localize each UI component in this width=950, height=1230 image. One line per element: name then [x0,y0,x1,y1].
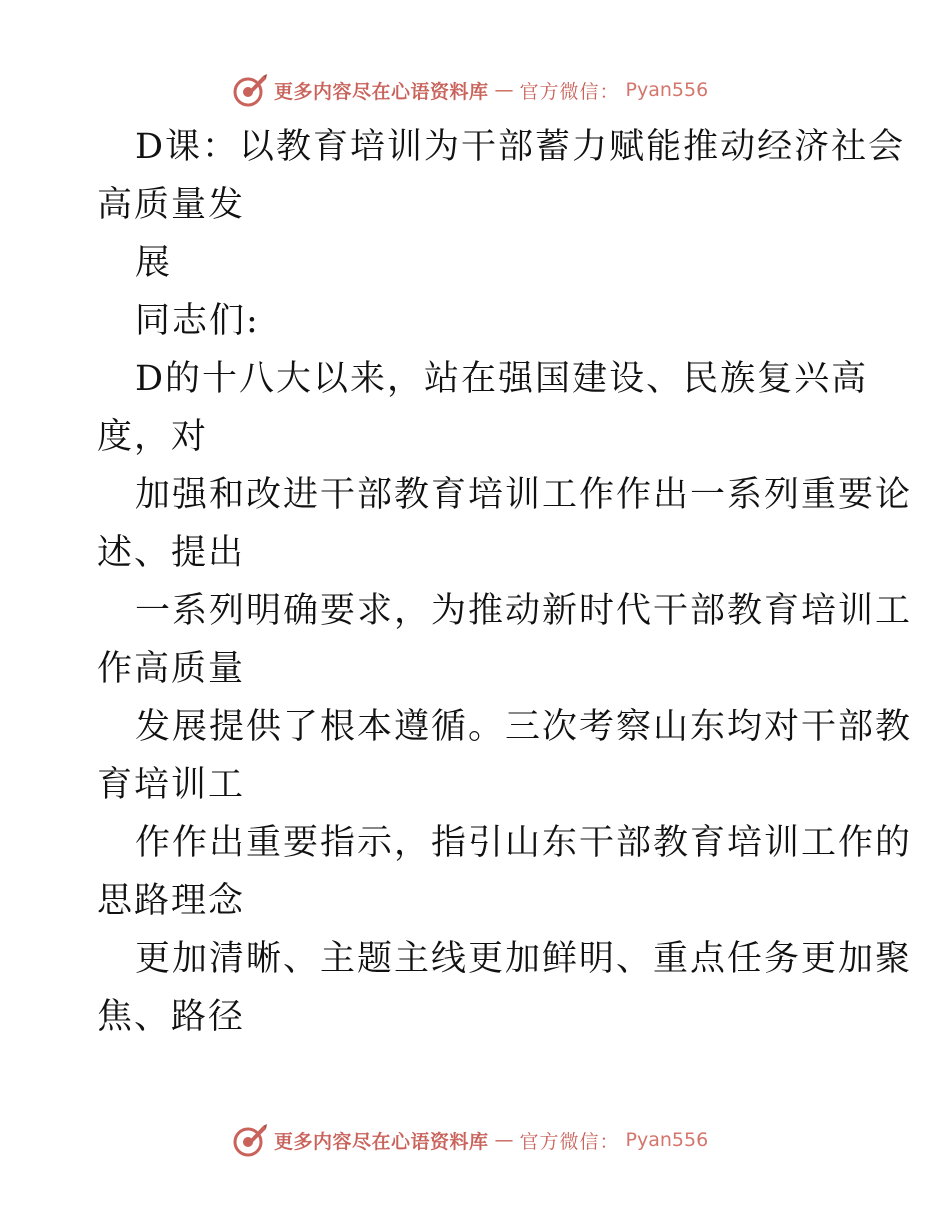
body-line: 述、提出 [97,533,246,573]
body-line: 思路理念 [97,881,246,921]
watermark-id: Pyan556 [625,1129,709,1151]
title-line-3: 展 [135,243,173,283]
watermark-label: 官方微信： [519,80,620,103]
body-line: 发展提供了根本遵循。三次考察山东均对干部教 [135,707,913,747]
title-line-2: 高质量发 [97,185,246,225]
body-line: 更加清晰、主题主线更加鲜明、重点任务更加聚 [135,939,913,979]
watermark-footer [232,1120,708,1160]
watermark-id: Pyan556 [625,79,709,101]
watermark-label: 官方微信： [519,1130,620,1153]
body-line: 加强和改进干部教育培训工作作出一系列重要论 [135,475,913,515]
body-line: 作高质量 [97,649,246,689]
body-line: 育培训工 [97,765,246,805]
body-line: 焦、路径 [97,997,246,1037]
watermark-text: 更多内容尽在心语资料库 [274,80,489,103]
watermark-header [232,70,708,110]
document-body [97,118,913,1046]
body-line: 度，对 [97,417,209,457]
watermark-separator: — [494,79,514,101]
salutation: 同志们: [135,301,260,341]
quill-logo-icon [232,72,268,108]
title-line-1: D课：以教育培训为干部蓄力赋能推动经济社会 [135,127,906,167]
watermark-text: 更多内容尽在心语资料库 [274,1130,489,1153]
body-line: 一系列明确要求，为推动新时代干部教育培训工 [135,591,913,631]
quill-logo-icon [232,1122,268,1158]
watermark-separator: — [494,1129,514,1151]
body-line: 作作出重要指示，指引山东干部教育培训工作的 [135,823,913,863]
body-line: D的十八大以来，站在强国建设、民族复兴高 [135,359,869,399]
